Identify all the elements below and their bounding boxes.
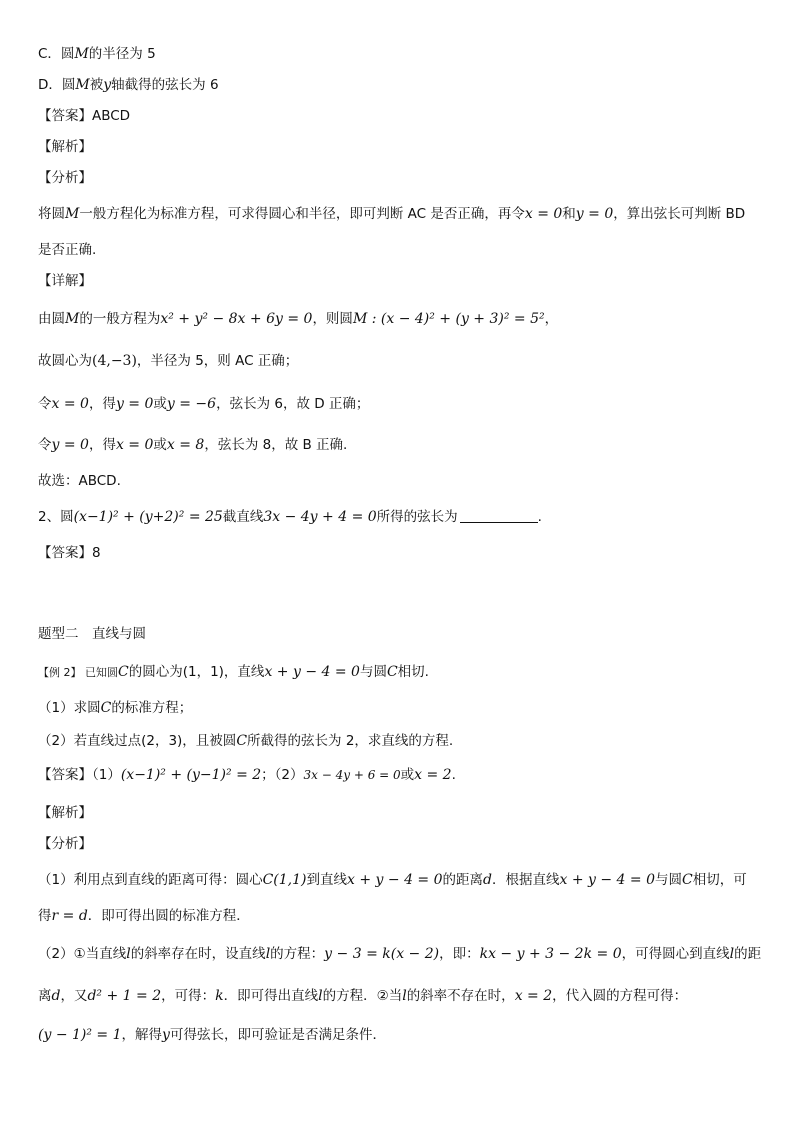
part-2: （2）若直线过点(2，3)，且被圆C所截得的弦长为 2，求直线的方程. bbox=[38, 733, 454, 749]
math-m: M bbox=[75, 77, 90, 93]
example-2: 【例 2】 已知圆C的圆心为(1，1)，直线x + y − 4 = 0与圆C相切. bbox=[38, 664, 429, 680]
option-d-label: D．圆 bbox=[38, 77, 76, 93]
option-d-text: 被 bbox=[89, 77, 104, 93]
detail-line-2: 故圆心为(4,−3)，半径为 5，则 AC 正确； bbox=[38, 353, 299, 369]
fenxi2-line-5: (y − 1)² = 1，解得y可得弦长，即可验证是否满足条件． bbox=[38, 1027, 386, 1043]
option-d-text-2: 轴截得的弦长为 6 bbox=[111, 77, 219, 93]
detail-line-4: 令y = 0，得x = 0或x = 8，弦长为 8，故 B 正确. bbox=[38, 437, 348, 453]
fenxi-text-2: 是否正确. bbox=[38, 242, 97, 258]
question-2: 2、圆(x−1)² + (y+2)² = 25截直线3x − 4y + 4 = 0所得的弦长为 . bbox=[38, 509, 542, 525]
choice-summary: 故选：ABCD. bbox=[38, 473, 121, 489]
detail-heading-1: 【详解】 bbox=[38, 273, 92, 289]
analysis-heading-1: 【解析】 bbox=[38, 139, 92, 155]
answer-blank bbox=[460, 508, 538, 523]
option-d bbox=[38, 75, 219, 95]
section-title: 题型二 直线与圆 bbox=[38, 626, 146, 642]
option-c bbox=[38, 44, 156, 64]
option-c-text: 的半径为 5 bbox=[88, 46, 156, 62]
fenxi2-line-2: 得r = d．即可得出圆的标准方程． bbox=[38, 908, 250, 924]
fenxi-heading-2: 【分析】 bbox=[38, 836, 92, 852]
answer-2: 【答案】8 bbox=[38, 545, 101, 561]
fenxi2-line-1: （1）利用点到直线的距离可得：圆心C(1,1)到直线x + y − 4 = 0的距离d．根据直线x + y − 4 = 0与圆C相切，可 bbox=[38, 872, 747, 888]
fenxi-heading-1: 【分析】 bbox=[38, 170, 92, 186]
option-c-label: C．圆 bbox=[38, 46, 75, 62]
answer-1: 【答案】ABCD bbox=[38, 108, 131, 124]
fenxi2-line-3: （2）①当直线l的斜率存在时，设直线l的方程：y − 3 = k(x − 2)，即：kx − y + 3 − 2k = 0，可得圆心到直线l的距 bbox=[38, 946, 762, 962]
fenxi-text-1: 将圆M一般方程化为标准方程，可求得圆心和半径，即可判断 AC 是否正确，再令x = 0和y = 0，算出弦长可判断 BD bbox=[38, 206, 746, 222]
math-m: M bbox=[74, 46, 89, 62]
analysis-heading-2: 【解析】 bbox=[38, 805, 92, 821]
part-1: （1）求圆C的标准方程； bbox=[38, 700, 193, 716]
fenxi2-line-4: 离d，又d² + 1 = 2，可得：k．即可得出直线l的方程．②当l的斜率不存在时，x = 2，代入圆的方程可得： bbox=[38, 988, 688, 1004]
answer-3: 【答案】（1）(x−1)² + (y−1)² = 2；（2）3x − 4y + 6 = 0或x = 2. bbox=[38, 767, 456, 783]
detail-line-3: 令x = 0，得y = 0或y = −6，弦长为 6，故 D 正确； bbox=[38, 396, 370, 412]
math-y: y bbox=[103, 77, 112, 93]
detail-line-1: 由圆M的一般方程为x² + y² − 8x + 6y = 0，则圆M : (x − 4)² + (y + 3)² = 5²， bbox=[38, 311, 559, 327]
